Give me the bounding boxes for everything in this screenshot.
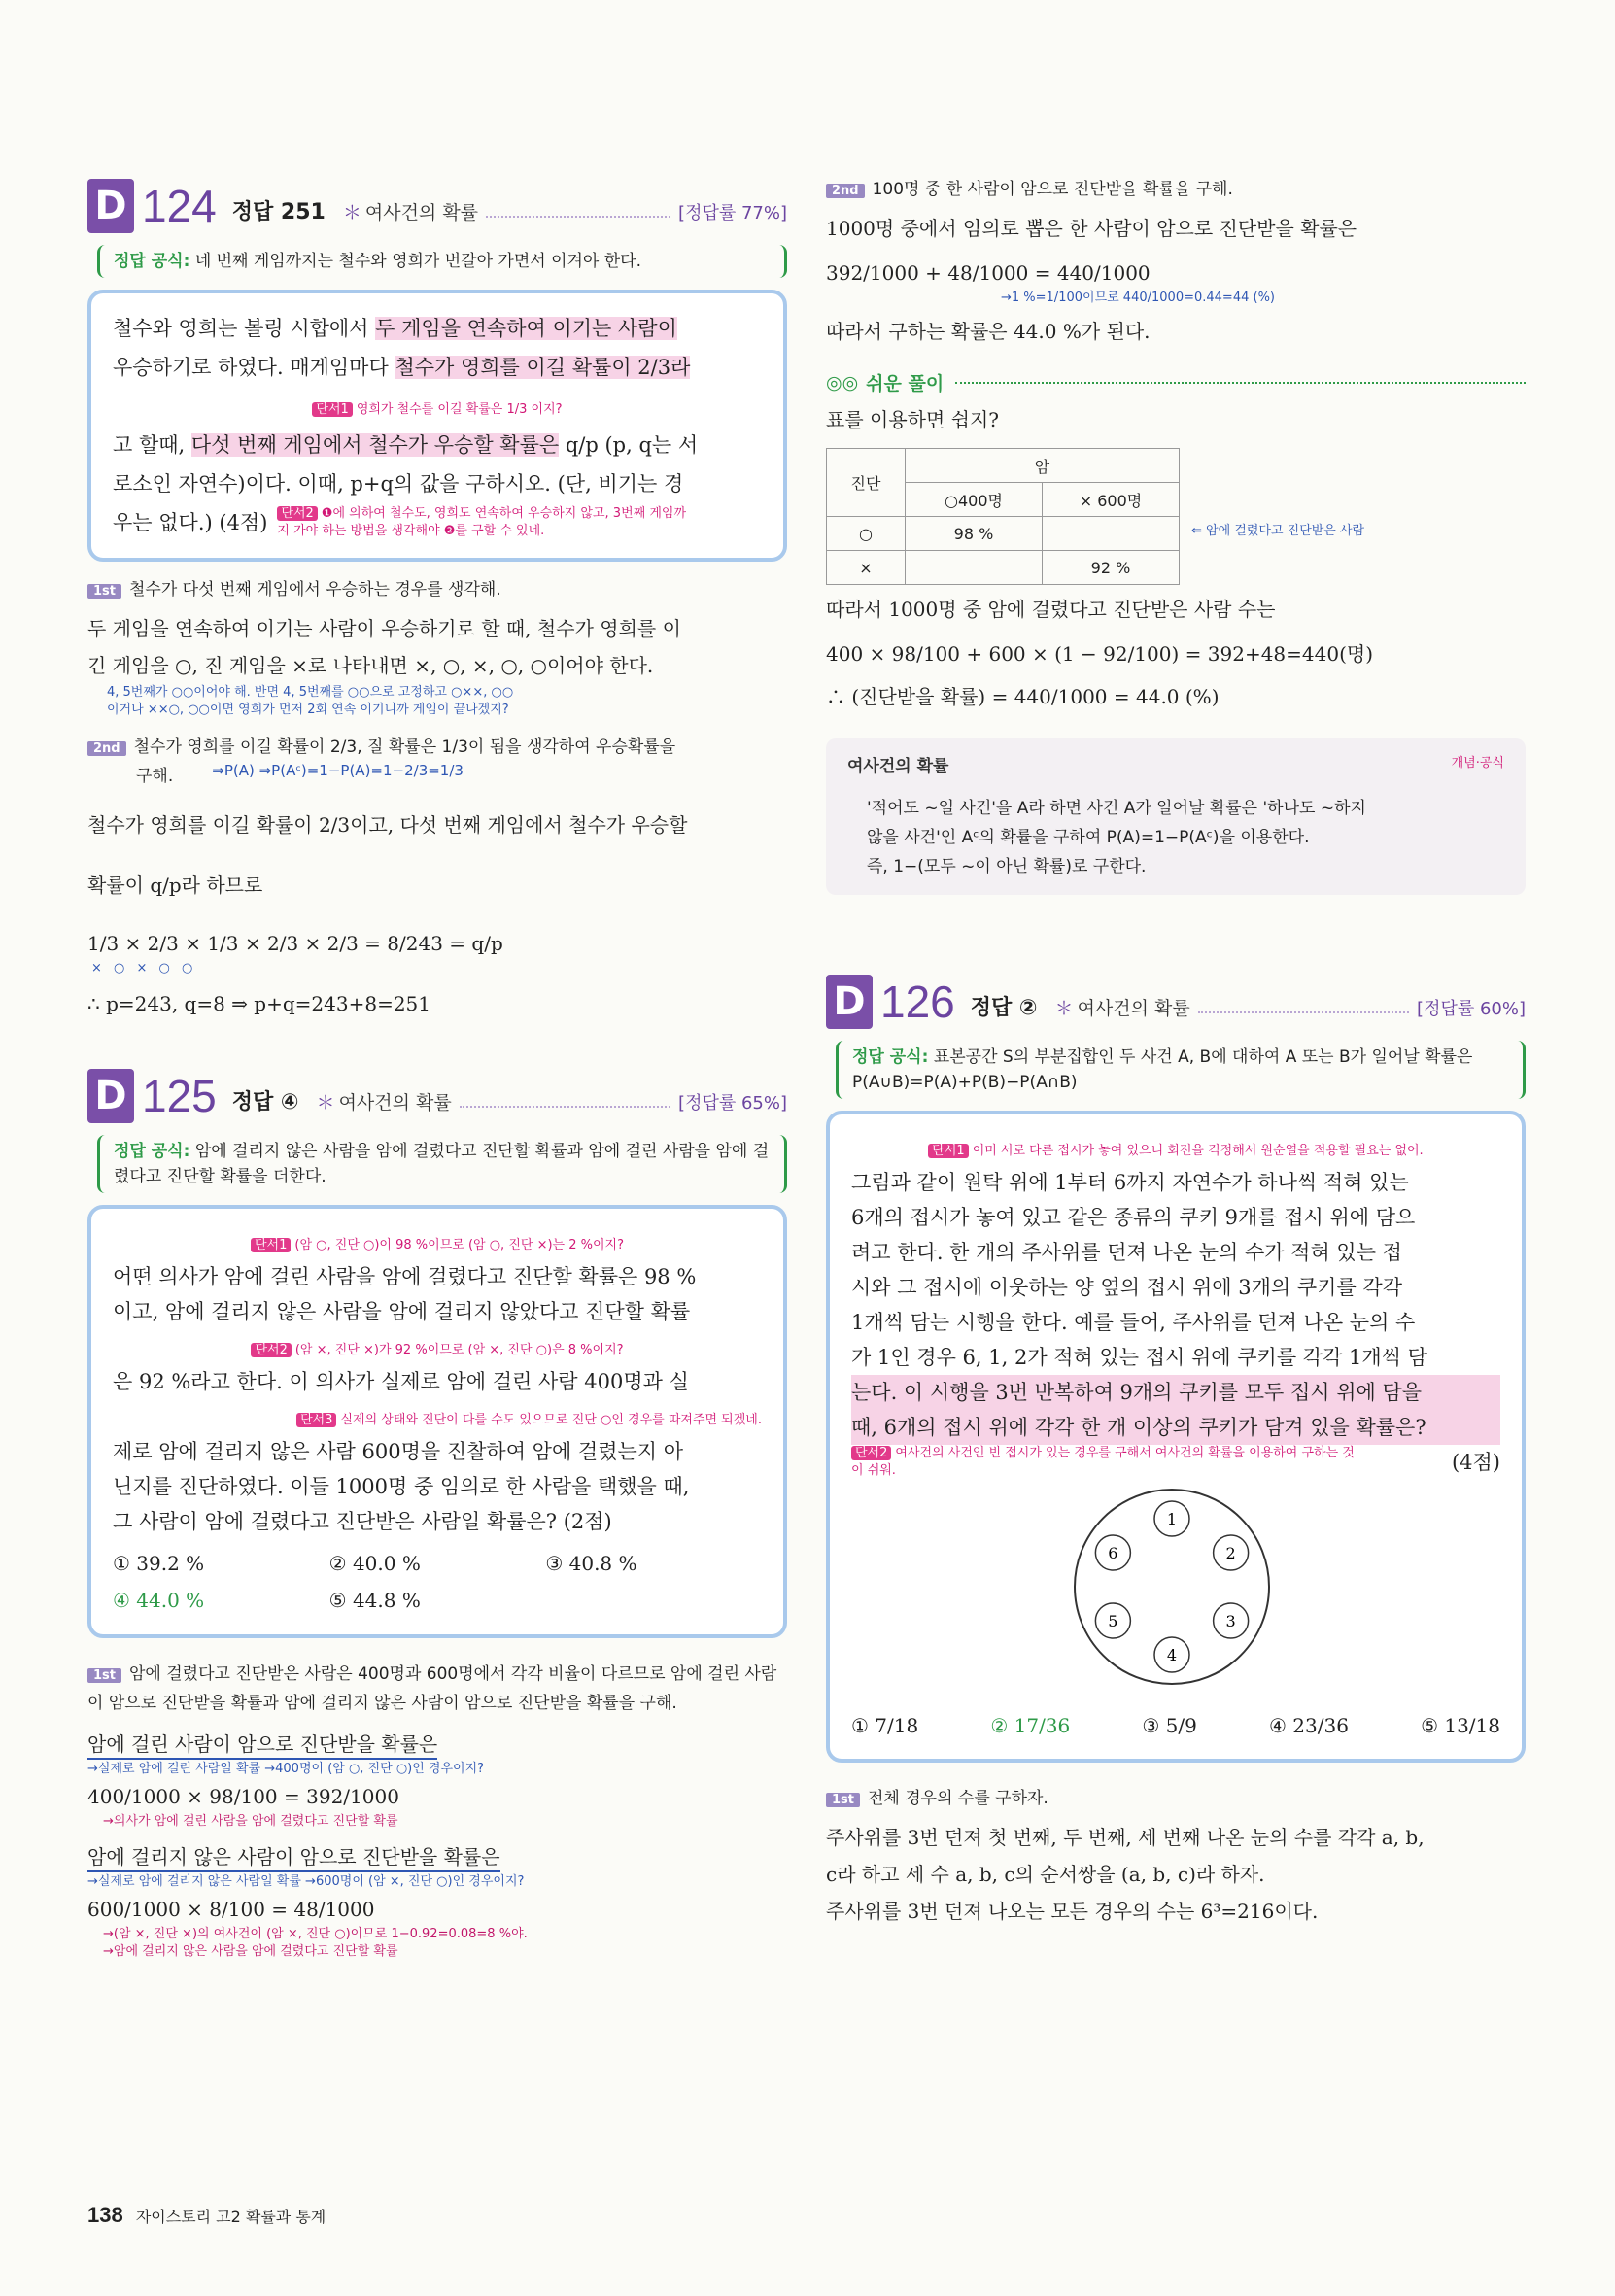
table-wrap <box>826 438 1526 585</box>
problem-text: q/p (p, q는 서 <box>565 433 699 457</box>
solution-note: →암에 걸리지 않은 사람을 암에 걸렸다고 진단할 확률 <box>103 1944 398 1959</box>
plate-label-4: 4 <box>1166 1646 1178 1664</box>
hint-text: (암 ○, 진단 ○)이 98 %이므로 (암 ○, 진단 ×)는 2 %이지? <box>294 1238 624 1252</box>
formula-text: 네 번째 게임까지는 철수와 영희가 번갈아 가면서 이겨야 한다. <box>194 252 641 271</box>
difficulty-badge: D <box>826 975 873 1029</box>
hint-1 <box>251 1237 624 1254</box>
solution-note: →1 %=1/100이므로 440/1000=0.44=44 (%) <box>1001 291 1275 305</box>
answer-formula <box>836 1041 1526 1099</box>
hint-tag: 단서2 <box>251 1343 291 1357</box>
equation: 392/1000 + 48/1000 = 440/1000 <box>826 261 1151 285</box>
problem-text: 가 1인 경우 6, 1, 2가 적혀 있는 접시 위에 쿠키를 각각 1개씩 담 <box>851 1346 1427 1369</box>
solution-text: 두 게임을 연속하여 이기는 사람이 우승하기로 할 때, 철수가 영희를 이 <box>87 617 681 640</box>
formula-label: 정답 공식: <box>114 252 190 271</box>
question-124-header <box>87 165 787 233</box>
question-number: 124 <box>142 181 217 231</box>
answer-choices <box>113 1545 762 1619</box>
question-number: 125 <box>142 1071 217 1121</box>
problem-text: 은 92 %라고 한다. 이 의사가 실제로 암에 걸린 사람 400명과 실 <box>113 1370 689 1393</box>
dotted-leader <box>1198 1011 1409 1013</box>
hint-text: ❶에 의하여 철수도, 영희도 연속하여 우승하지 않고, 3번째 게임까지 가야 하는 방법을 생각해야 ❷를 구할 수 있네. <box>277 506 686 538</box>
problem-text: 6개의 접시가 놓여 있고 같은 종류의 쿠키 9개를 접시 위에 담으 <box>851 1206 1416 1229</box>
formula-text: 암에 걸리지 않은 사람을 암에 걸렸다고 진단할 확률과 암에 걸린 사람을 암에 걸렸다고 진단할 확률을 더한다. <box>114 1142 770 1186</box>
solution-text: 철수가 영희를 이길 확률이 2/3이고, 다섯 번째 게임에서 철수가 우승할 <box>87 813 688 837</box>
choice-4[interactable]: ④ 44.0 % <box>113 1589 205 1612</box>
solution-step-1 <box>826 1784 1526 1813</box>
binoculars-icon: ◎◎ <box>826 371 859 394</box>
equation: 600/1000 × 8/100 = 48/1000 <box>87 1898 375 1921</box>
table-row-header: × <box>827 551 906 585</box>
difficulty-badge: D <box>87 1069 134 1123</box>
solution-text: 확률이 q/p라 하므로 <box>87 874 263 897</box>
table-row-header: ○ <box>827 517 906 551</box>
concept-tag: 개념·공식 <box>1451 756 1504 771</box>
solution-step-1 <box>87 575 787 604</box>
topic-label: ＊ 여사건의 확률 <box>343 198 478 224</box>
problem-box <box>87 290 787 562</box>
equation: ∴ p=243, q=8 ⇒ p+q=243+8=251 <box>87 992 430 1015</box>
formula-text: 표본공간 S의 부분집합인 두 사건 A, B에 대하여 A 또는 B가 일어날 확률은 P(A∪B)=P(A)+P(B)−P(A∩B) <box>852 1047 1473 1092</box>
problem-text: 이고, 암에 걸리지 않은 사람을 암에 걸리지 않았다고 진단할 확률 <box>113 1300 691 1323</box>
problem-box <box>87 1205 787 1638</box>
problem-text: 우승하기로 하였다. 매게임마다 <box>113 356 389 379</box>
cancer-table <box>826 448 1180 585</box>
easy-solution-title: 쉬운 풀이 <box>866 373 945 394</box>
table-cell: 98 % <box>906 517 1043 551</box>
difficulty-badge: D <box>87 179 134 233</box>
solution-step-2 <box>87 733 787 762</box>
solution-text: 표를 이용하면 쉽지? <box>826 408 999 431</box>
highlighted-text: 다섯 번째 게임에서 철수가 우승할 확률은 <box>190 433 560 457</box>
round-table-figure <box>851 1480 1493 1694</box>
highlighted-text: 는다. 이 시행을 3번 반복하여 9개의 쿠키를 모두 접시 위에 담을 <box>851 1375 1500 1410</box>
accuracy-rate: [정답률 60%] <box>1417 999 1526 1019</box>
underlined-text: 암에 걸린 사람이 암으로 진단받을 확률은 <box>87 1732 437 1760</box>
page-footer <box>87 2203 326 2228</box>
choice-2[interactable]: ② 40.0 % <box>328 1552 421 1575</box>
hint-text: 여사건의 사건인 빈 접시가 있는 경우를 구해서 여사건의 확률을 이용하여 구하는 것이 쉬워. <box>851 1446 1355 1478</box>
hint-2 <box>851 1445 1357 1480</box>
left-column <box>87 165 787 1961</box>
choice-5[interactable]: ⑤ 44.8 % <box>328 1589 421 1612</box>
table-note: ⇐ 암에 걸렸다고 진단받은 사람 <box>1191 523 1365 538</box>
answer-formula <box>97 1135 787 1193</box>
choice-1[interactable]: ① 7/18 <box>851 1714 919 1737</box>
question-126-header <box>826 961 1526 1029</box>
solution-text: c라 하고 세 수 a, b, c의 순서쌍을 (a, b, c)라 하자. <box>826 1863 1265 1886</box>
choice-2[interactable]: ② 17/36 <box>990 1714 1071 1737</box>
equation: 400/1000 × 98/100 = 392/1000 <box>87 1785 399 1808</box>
answer-label: 정답 251 <box>231 200 326 224</box>
problem-text: 제로 암에 걸리지 않은 사람 600명을 진찰하여 암에 걸렸는지 아 <box>113 1440 684 1463</box>
highlighted-text: 두 게임을 연속하여 이기는 사람이 <box>375 317 677 340</box>
table-header: ○400명 <box>906 483 1043 517</box>
solution-text: 주사위를 3번 던져 나오는 모든 경우의 수는 6³=216이다. <box>826 1900 1319 1923</box>
problem-text: 려고 한다. 한 개의 주사위를 던져 나온 눈의 수가 적혀 있는 접 <box>851 1241 1402 1264</box>
choice-3[interactable]: ③ 40.8 % <box>545 1552 637 1575</box>
highlighted-text: 철수가 영희를 이길 확률이 2/3라 <box>395 356 691 379</box>
book-title: 자이스토리 고2 확률과 통계 <box>135 2208 326 2226</box>
formula-label: 정답 공식: <box>852 1047 929 1067</box>
choice-5[interactable]: ⑤ 13/18 <box>1421 1714 1500 1737</box>
accuracy-rate: [정답률 77%] <box>678 203 787 223</box>
table-cell <box>1043 517 1180 551</box>
highlighted-text: 때, 6개의 접시 위에 각각 한 개 이상의 쿠키가 담겨 있을 확률은? <box>851 1410 1500 1445</box>
solution-note: →실제로 암에 걸리지 않은 사람일 확률 →600명이 (암 ×, 진단 ○)인 경우이지? <box>87 1874 525 1889</box>
step-text: 전체 경우의 수를 구하자. <box>868 1789 1048 1808</box>
solution-text: 긴 게임을 ○, 진 게임을 ×로 나타내면 ×, ○, ×, ○, ○이어야 한다. <box>87 654 654 677</box>
underlined-text: 암에 걸리지 않은 사람이 암으로 진단받을 확률은 <box>87 1845 500 1872</box>
problem-text: 로소인 자연수)이다. 이때, p+q의 값을 구하시오. (단, 비기는 경 <box>113 472 684 496</box>
table-cell: 92 % <box>1043 551 1180 585</box>
topic-label: ＊ 여사건의 확률 <box>317 1088 452 1114</box>
hint-2 <box>251 1342 623 1359</box>
step-text: 구해. <box>136 767 174 786</box>
points-label: (4점) <box>1451 1451 1500 1474</box>
hint-tag: 단서1 <box>251 1238 291 1252</box>
problem-text: 우는 없다.) (4점) <box>113 511 268 534</box>
hint-tag: 단서2 <box>277 506 317 521</box>
hint-tag: 단서1 <box>312 402 352 417</box>
step-text: 철수가 다섯 번째 게임에서 우승하는 경우를 생각해. <box>129 580 501 600</box>
plate-label-1: 1 <box>1166 1510 1178 1528</box>
hint-text: 실제의 상태와 진단이 다를 수도 있으므로 진단 ○인 경우를 따져주면 되겠네. <box>340 1413 762 1427</box>
concept-box <box>826 738 1526 895</box>
wave-divider <box>955 382 1526 384</box>
equation: 400 × 98/100 + 600 × (1 − 92/100) = 392+48=440(명) <box>826 642 1374 666</box>
hint-1 <box>312 401 562 419</box>
step-tag: 2nd <box>826 184 865 198</box>
equation: ∴ (진단받을 확률) = 440/1000 = 44.0 (%) <box>826 685 1220 708</box>
step-tag: 2nd <box>87 741 126 756</box>
table-header: × 600명 <box>1043 483 1180 517</box>
problem-text: 시와 그 접시에 이웃하는 양 옆의 접시 위에 3개의 쿠키를 각각 <box>851 1276 1402 1299</box>
question-number: 126 <box>880 977 955 1027</box>
hint-text: (암 ×, 진단 ×)가 92 %이므로 (암 ×, 진단 ○)은 8 %이지? <box>294 1343 624 1357</box>
solution-text: 따라서 구하는 확률은 44.0 %가 된다. <box>826 320 1151 343</box>
step-text: 암에 걸렸다고 진단받은 사람은 400명과 600명에서 각각 비율이 다르므로 암에 걸린 사람이 암으로 진단받을 확률과 암에 걸리지 않은 사람이 암으로 진단받을 확률을 구해. <box>87 1664 777 1713</box>
solution-note: ⇒P(A) ⇒P(Aᶜ)=1−P(A)=1−2/3=1/3 <box>212 762 464 779</box>
hint-3 <box>296 1412 762 1429</box>
topic-label: ＊ 여사건의 확률 <box>1055 994 1190 1020</box>
solution-note: →의사가 암에 걸린 사람을 암에 걸렸다고 진단할 확률 <box>103 1814 398 1829</box>
concept-title: 여사건의 확률 <box>847 757 949 776</box>
hint-text: 이미 서로 다른 접시가 놓여 있으니 회전을 걱정해서 원순열을 적용할 필요는 없어. <box>972 1144 1424 1158</box>
dotted-leader <box>486 216 670 218</box>
concept-text: 않을 사건'인 Aᶜ의 확률을 구하여 P(A)=1−P(Aᶜ)을 이용한다. <box>867 828 1310 847</box>
step-text: 철수가 영희를 이길 확률이 2/3, 질 확률은 1/3이 됨을 생각하여 우승확률을 <box>133 737 676 757</box>
answer-choices <box>851 1708 1500 1743</box>
solution-text: 주사위를 3번 던져 첫 번째, 두 번째, 세 번째 나온 눈의 수를 각각 a, b, <box>826 1826 1425 1849</box>
equation: 1/3 × 2/3 × 1/3 × 2/3 × 2/3 = 8/243 = q/p <box>87 932 503 955</box>
accuracy-rate: [정답률 65%] <box>678 1093 787 1114</box>
solution-step-2 <box>826 175 1526 204</box>
solution-note: →실제로 암에 걸린 사람일 확률 →400명이 (암 ○, 진단 ○)인 경우이지? <box>87 1762 485 1776</box>
problem-text: 1개씩 담는 시행을 한다. 예를 들어, 주사위를 던져 나온 눈의 수 <box>851 1311 1416 1334</box>
hint-tag: 단서3 <box>296 1413 336 1427</box>
step-text: 100명 중 한 사람이 암으로 진단받을 확률을 구해. <box>872 180 1233 199</box>
table-corner <box>827 449 906 517</box>
concept-text: '적어도 ~일 사건'을 A라 하면 사건 A가 일어날 확률은 '하나도 ~하지 <box>867 799 1366 818</box>
hint-1 <box>928 1143 1423 1160</box>
solution-text: 따라서 1000명 중 암에 걸렸다고 진단받은 사람 수는 <box>826 598 1276 621</box>
choice-3[interactable]: ③ 5/9 <box>1142 1714 1197 1737</box>
solution-step-1 <box>87 1660 787 1718</box>
right-column <box>826 165 1526 1930</box>
page-number: 138 <box>87 2203 123 2227</box>
plate-label-2: 2 <box>1225 1544 1236 1562</box>
equation-marks: × ○ × ○ ○ <box>91 961 197 976</box>
choice-1[interactable]: ① 39.2 % <box>113 1552 205 1575</box>
solution-note: 4, 5번째가 ○○이어야 해. 반면 4, 5번째를 ○○으로 고정하고 ○××, ○○ <box>107 685 514 700</box>
choice-4[interactable]: ④ 23/36 <box>1269 1714 1349 1737</box>
answer-label: 정답 ② <box>970 996 1038 1020</box>
solution-note: 이거나 ××○, ○○이면 영희가 먼저 2회 연속 이기니까 게임이 끝나겠지? <box>107 703 509 717</box>
hint-text: 영희가 철수를 이길 확률은 1/3 이지? <box>356 402 563 417</box>
answer-formula <box>97 245 787 278</box>
question-125-header <box>87 1055 787 1123</box>
problem-text: 그 사람이 암에 걸렸다고 진단받은 사람일 확률은? (2점) <box>113 1510 612 1533</box>
problem-box <box>826 1111 1526 1763</box>
problem-text: 철수와 영희는 볼링 시합에서 <box>113 317 369 340</box>
table-cell <box>906 551 1043 585</box>
hint-tag: 단서1 <box>928 1144 968 1158</box>
hint-tag: 단서2 <box>851 1446 891 1460</box>
problem-text: 닌지를 진단하였다. 이들 1000명 중 임의로 한 사람을 택했을 때, <box>113 1475 690 1498</box>
hint-2 <box>277 505 695 540</box>
problem-text: 그림과 같이 원탁 위에 1부터 6까지 자연수가 하나씩 적혀 있는 <box>851 1171 1409 1194</box>
step-tag: 1st <box>87 1668 121 1683</box>
problem-text: 어떤 의사가 암에 걸린 사람을 암에 걸렸다고 진단할 확률은 98 % <box>113 1265 697 1288</box>
plate-label-6: 6 <box>1108 1544 1118 1562</box>
concept-text: 즉, 1−(모두 ~이 아닌 확률)로 구한다. <box>867 857 1147 876</box>
dotted-leader <box>460 1106 670 1108</box>
plate-label-3: 3 <box>1225 1612 1236 1630</box>
table-header: 암 <box>906 449 1180 483</box>
solution-text: 1000명 중에서 임의로 뽑은 한 사람이 암으로 진단받을 확률은 <box>826 217 1357 240</box>
table-header: 진단 <box>850 474 881 493</box>
step-tag: 1st <box>87 584 121 599</box>
plate-label-5: 5 <box>1108 1612 1118 1630</box>
formula-label: 정답 공식: <box>114 1142 190 1161</box>
answer-label: 정답 ④ <box>231 1090 299 1114</box>
step-tag: 1st <box>826 1793 860 1807</box>
solution-note: →(암 ×, 진단 ×)의 여사건이 (암 ×, 진단 ○)이므로 1−0.92=0.08=8 %야. <box>103 1927 528 1941</box>
easy-solution-header <box>826 369 1526 395</box>
problem-text: 고 할때, <box>113 433 186 457</box>
